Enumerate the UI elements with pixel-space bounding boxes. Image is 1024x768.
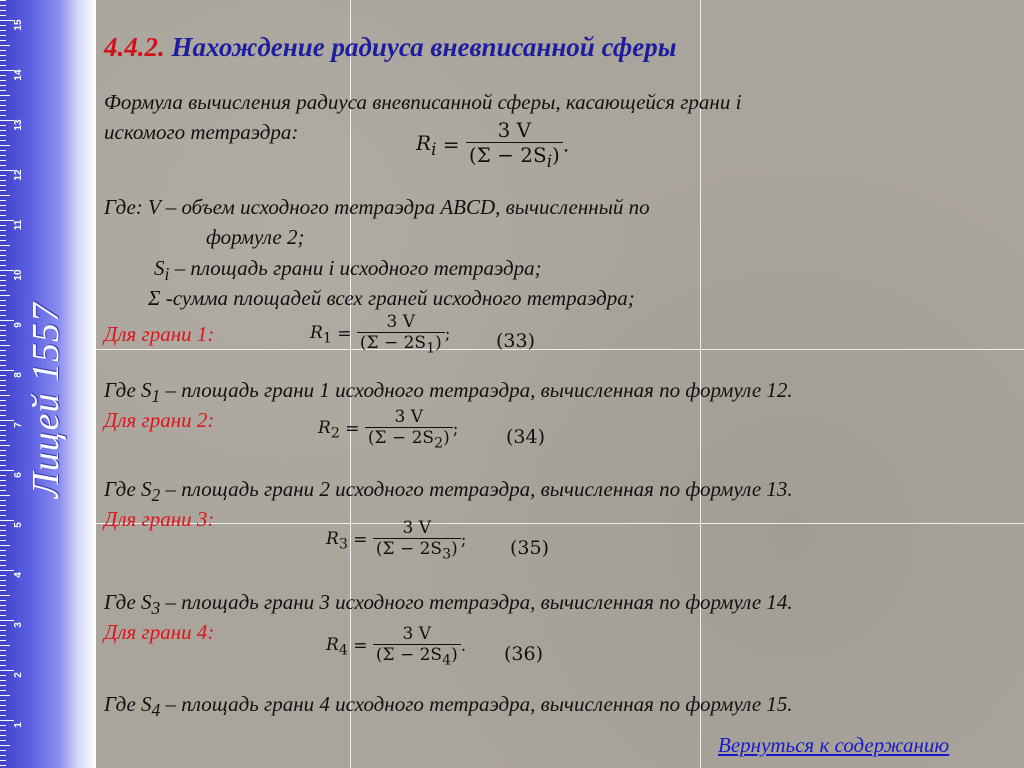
ruler-tick — [0, 340, 6, 341]
ruler-tick — [0, 410, 6, 411]
back-to-contents-link[interactable]: Вернуться к содержанию — [718, 733, 950, 757]
ruler-number: 4 — [13, 572, 24, 578]
ruler-tick — [0, 560, 6, 561]
ruler-tick — [0, 25, 6, 26]
ruler-tick — [0, 335, 6, 336]
ruler-tick — [0, 295, 10, 296]
ruler-tick — [0, 190, 6, 191]
ruler-tick — [0, 755, 6, 756]
ruler-tick — [0, 105, 6, 106]
ruler-number: 8 — [13, 372, 24, 378]
ruler-number: 9 — [13, 322, 24, 328]
formula-main-fraction — [466, 118, 563, 171]
ruler-tick — [0, 735, 6, 736]
ruler-tick — [0, 110, 6, 111]
ruler-tick — [0, 635, 6, 636]
ruler-tick — [0, 175, 6, 176]
ruler-tick — [0, 660, 6, 661]
ruler-tick — [0, 5, 6, 6]
where-line-1: Где: V – объем исходного тетраэдра ABCD, вычисленный по — [104, 195, 650, 219]
ruler-tick — [0, 740, 6, 741]
ruler-tick — [0, 480, 6, 481]
ruler-tick — [0, 600, 6, 601]
ruler-tick — [0, 10, 6, 11]
ruler-number: 11 — [13, 219, 24, 231]
ruler-tick — [0, 230, 6, 231]
ruler-tick — [0, 210, 6, 211]
ruler-tick — [0, 460, 6, 461]
face-2-note: Где $S_2$ – площадь грани 2 исходного тетраэдра, вычисленная по формуле 13. — [104, 477, 793, 506]
equation-number-35: (35) — [510, 537, 550, 559]
ruler-tick — [0, 595, 10, 596]
ruler-number: 1 — [13, 722, 24, 728]
ruler-tick — [0, 125, 6, 126]
grid-line — [96, 349, 1024, 350]
ruler-tick — [0, 15, 6, 16]
ruler-tick — [0, 225, 6, 226]
ruler-tick — [0, 535, 6, 536]
ruler-tick — [0, 650, 6, 651]
formula-main-denominator: $(\Sigma - 2S_i)$ — [466, 142, 563, 171]
ruler-tick — [0, 365, 6, 366]
ruler-tick — [0, 525, 6, 526]
ruler-tick — [0, 475, 6, 476]
ruler-tick — [0, 395, 10, 396]
formula-face-3: $R_3$ = $\frac{3 V}{(\Sigma - 2S_3)}$ ; — [326, 518, 467, 563]
ruler-tick — [0, 530, 6, 531]
ruler-tick — [0, 40, 6, 41]
ruler-ticks — [0, 0, 20, 768]
intro-line-1: Формула вычисления радиуса вневписанной сферы, касающейся грани i — [104, 90, 742, 114]
ruler-tick — [0, 45, 10, 46]
ruler-tick — [0, 345, 10, 346]
ruler-tick — [0, 385, 6, 386]
ruler-tick — [0, 375, 6, 376]
ruler-tick — [0, 195, 10, 196]
ruler-tick — [0, 695, 10, 696]
formula-face-1: $R_1$ = $\frac{3 V}{(\Sigma - 2S_1)}$ ; — [310, 312, 451, 357]
ruler-tick — [0, 680, 6, 681]
ruler-tick — [0, 610, 6, 611]
ruler-tick — [0, 130, 6, 131]
ruler-number: 12 — [13, 169, 24, 181]
title-number: 4.4.2. — [104, 32, 165, 62]
where-line-3: $S_i$ – площадь грани i исходного тетраэдра; — [154, 256, 542, 285]
formula-main: $R_i$ = $\frac{3 V}{(\Sigma - 2S_i)}$ . — [416, 118, 570, 171]
ruler-tick — [0, 290, 6, 291]
ruler-number: 10 — [13, 269, 24, 281]
ruler-tick — [0, 280, 6, 281]
grid-line — [96, 523, 1024, 524]
ruler-tick — [0, 135, 6, 136]
ruler-tick — [0, 150, 6, 151]
ruler-tick — [0, 180, 6, 181]
ruler-number: 15 — [13, 19, 24, 31]
equation-number-34: (34) — [506, 426, 546, 448]
ruler-number: 2 — [13, 672, 24, 678]
ruler-tick — [0, 505, 6, 506]
ruler-number: 6 — [13, 472, 24, 478]
ruler-tick — [0, 360, 6, 361]
ruler-tick — [0, 205, 6, 206]
ruler-tick — [0, 315, 6, 316]
ruler-tick — [0, 165, 6, 166]
ruler-tick — [0, 90, 6, 91]
ruler-tick — [0, 715, 6, 716]
ruler-number: 13 — [13, 119, 24, 131]
ruler-tick — [0, 730, 6, 731]
equation-number-33: (33) — [496, 330, 536, 352]
face-2-label: Для грани 2: — [104, 408, 215, 432]
ruler-tick — [0, 490, 6, 491]
ruler-number: 5 — [13, 522, 24, 528]
where-line-4: Σ -сумма площадей всех граней исходного тетраэдра; — [148, 286, 635, 310]
ruler-tick — [0, 60, 6, 61]
ruler-tick — [0, 625, 6, 626]
ruler-tick — [0, 665, 6, 666]
formula-face-4: $R_4$ = $\frac{3 V}{(\Sigma - 2S_4)}$ . — [326, 624, 467, 669]
ruler-tick — [0, 705, 6, 706]
ruler-tick — [0, 55, 6, 56]
ruler-tick — [0, 590, 6, 591]
where-line-2: формуле 2; — [206, 225, 305, 249]
ruler-tick — [0, 675, 6, 676]
ruler-tick — [0, 455, 6, 456]
ruler-tick — [0, 380, 6, 381]
ruler-tick — [0, 185, 6, 186]
ruler-tick — [0, 115, 6, 116]
ruler-tick — [0, 300, 6, 301]
ruler-tick — [0, 430, 6, 431]
ruler-tick — [0, 260, 6, 261]
ruler-tick — [0, 415, 6, 416]
ruler-tick — [0, 200, 6, 201]
ruler-tick — [0, 305, 6, 306]
ruler-tick — [0, 245, 10, 246]
face-3-label: Для грани 3: — [104, 507, 215, 531]
ruler-tick — [0, 235, 6, 236]
ruler-tick — [0, 545, 10, 546]
ruler-tick — [0, 265, 6, 266]
title-text: Нахождение радиуса вневписанной сферы — [164, 32, 677, 62]
ruler-tick — [0, 100, 6, 101]
ruler-tick — [0, 240, 6, 241]
formula-main-numerator: 3 V — [497, 118, 532, 142]
ruler-tick — [0, 555, 6, 556]
face-1-label: Для грани 1: — [104, 322, 215, 346]
ruler-tick — [0, 510, 6, 511]
ruler-tick — [0, 310, 6, 311]
face-4-note: Где $S_4$ – площадь грани 4 исходного тетраэдра, вычисленная по формуле 15. — [104, 692, 793, 721]
ruler-tick — [0, 405, 6, 406]
ruler-tick — [0, 725, 6, 726]
ruler-tick — [0, 255, 6, 256]
ruler-tick — [0, 155, 6, 156]
ruler-tick — [0, 325, 6, 326]
ruler-tick — [0, 540, 6, 541]
ruler-tick — [0, 615, 6, 616]
page-title — [104, 32, 676, 63]
equation-number-36: (36) — [504, 643, 544, 665]
ruler-tick — [0, 685, 6, 686]
ruler-tick — [0, 65, 6, 66]
ruler-tick — [0, 160, 6, 161]
school-name: Лицей 1557 — [25, 301, 67, 499]
ruler-tick — [0, 515, 6, 516]
ruler-tick — [0, 35, 6, 36]
ruler-tick — [0, 400, 6, 401]
ruler-strip — [0, 0, 96, 768]
face-3-note: Где $S_3$ – площадь грани 3 исходного тетраэдра, вычисленная по формуле 14. — [104, 590, 793, 619]
ruler-tick — [0, 250, 6, 251]
ruler-tick — [0, 760, 6, 761]
ruler-tick — [0, 275, 6, 276]
ruler-tick — [0, 655, 6, 656]
ruler-tick — [0, 605, 6, 606]
ruler-tick — [0, 485, 6, 486]
ruler-tick — [0, 50, 6, 51]
ruler-tick — [0, 80, 6, 81]
ruler-tick — [0, 95, 10, 96]
ruler-tick — [0, 30, 6, 31]
ruler-tick — [0, 465, 6, 466]
ruler-tick — [0, 630, 6, 631]
ruler-tick — [0, 285, 6, 286]
ruler-tick — [0, 215, 6, 216]
ruler-tick — [0, 565, 6, 566]
ruler-tick — [0, 425, 6, 426]
intro-line-2: искомого тетраэдра: — [104, 120, 299, 144]
ruler-tick — [0, 550, 6, 551]
ruler-tick — [0, 445, 10, 446]
ruler-number: 14 — [13, 69, 24, 81]
ruler-tick — [0, 640, 6, 641]
ruler-tick — [0, 350, 6, 351]
ruler-tick — [0, 645, 10, 646]
ruler-tick — [0, 330, 6, 331]
ruler-number: 7 — [13, 422, 24, 428]
ruler-tick — [0, 690, 6, 691]
ruler-tick — [0, 575, 6, 576]
ruler-tick — [0, 700, 6, 701]
ruler-tick — [0, 435, 6, 436]
ruler-tick — [0, 500, 6, 501]
ruler-tick — [0, 585, 6, 586]
ruler-tick — [0, 0, 6, 1]
ruler-tick — [0, 710, 6, 711]
ruler-tick — [0, 355, 6, 356]
ruler-tick — [0, 750, 6, 751]
ruler-tick — [0, 140, 6, 141]
ruler-tick — [0, 145, 10, 146]
ruler-tick — [0, 85, 6, 86]
ruler-tick — [0, 440, 6, 441]
ruler-tick — [0, 390, 6, 391]
ruler-number: 3 — [13, 622, 24, 628]
ruler-tick — [0, 745, 10, 746]
face-1-note: Где $S_1$ – площадь грани 1 исходного тетраэдра, вычисленная по формуле 12. — [104, 378, 793, 407]
ruler-tick — [0, 75, 6, 76]
ruler-tick — [0, 765, 6, 766]
formula-face-2: $R_2$ = $\frac{3 V}{(\Sigma - 2S_2)}$ ; — [318, 407, 459, 452]
face-4-label: Для грани 4: — [104, 620, 215, 644]
ruler-tick — [0, 495, 10, 496]
ruler-tick — [0, 580, 6, 581]
ruler-tick — [0, 450, 6, 451]
